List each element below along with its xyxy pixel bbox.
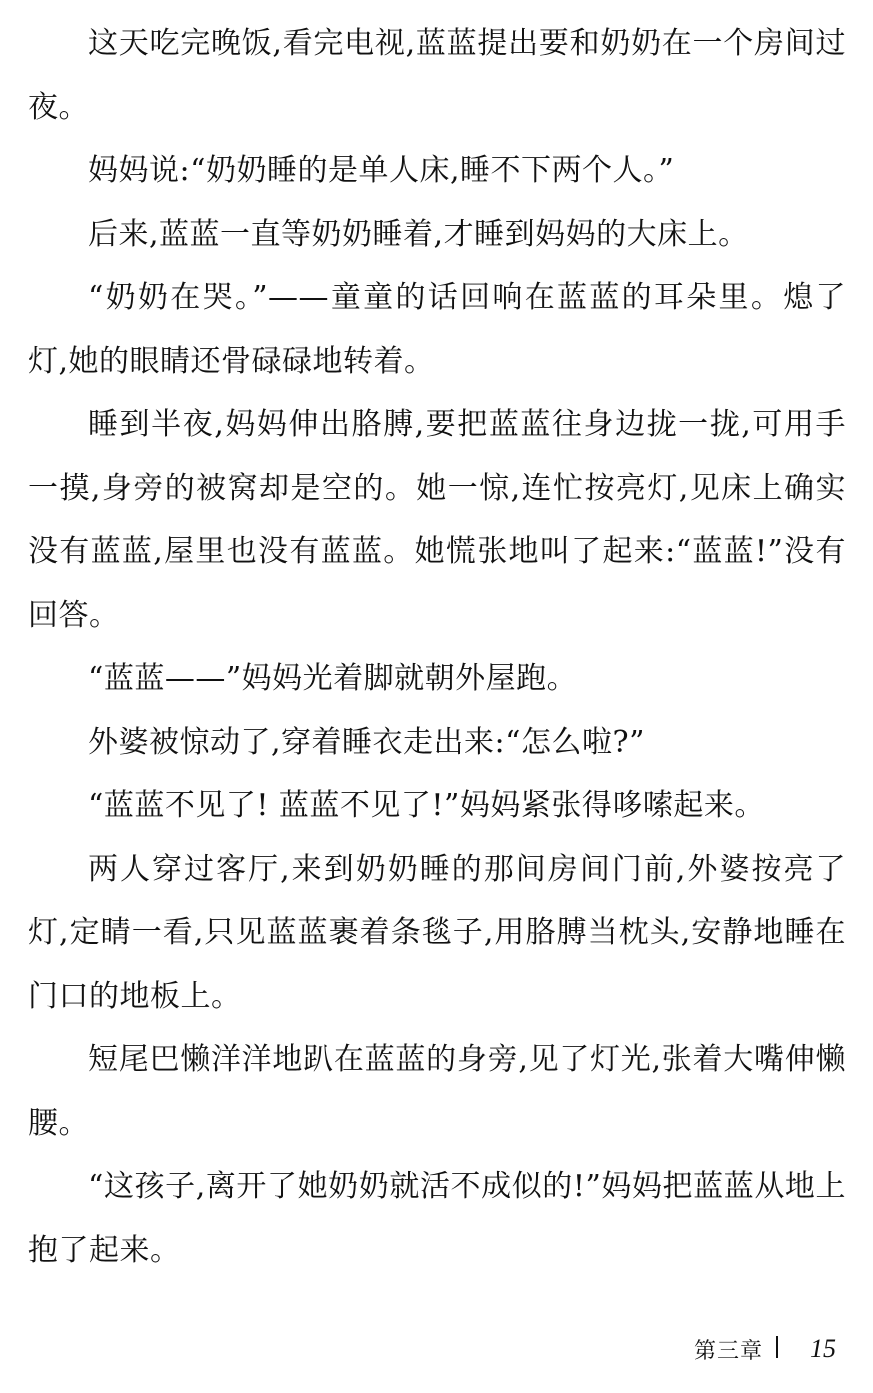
paragraph: 短尾巴懒洋洋地趴在蓝蓝的身旁,见了灯光,张着大嘴伸懒腰。 xyxy=(28,1042,846,1141)
paragraph: “蓝蓝——”妈妈光着脚就朝外屋跑。 xyxy=(88,661,578,696)
page-footer xyxy=(0,1330,873,1370)
footer-divider xyxy=(776,1336,778,1358)
page-body xyxy=(28,12,846,1282)
paragraph: “蓝蓝不见了! 蓝蓝不见了!”妈妈紧张得哆嗦起来。 xyxy=(88,788,765,823)
paragraph: 这天吃完晚饭,看完电视,蓝蓝提出要和奶奶在一个房间过夜。 xyxy=(28,26,846,125)
paragraph: “这孩子,离开了她奶奶就活不成似的!”妈妈把蓝蓝从地上抱了起来。 xyxy=(28,1169,846,1268)
paragraph: 外婆被惊动了,穿着睡衣走出来:“怎么啦?” xyxy=(88,724,645,760)
paragraph: 妈妈说:“奶奶睡的是单人床,睡不下两个人。” xyxy=(88,153,675,188)
paragraph: “奶奶在哭。”——童童的话回响在蓝蓝的耳朵里。熄了灯,她的眼睛还骨碌碌地转着。 xyxy=(28,280,846,379)
paragraph: 后来,蓝蓝一直等奶奶睡着,才睡到妈妈的大床上。 xyxy=(88,216,749,252)
chapter-label: 第三章 xyxy=(693,1339,763,1364)
paragraph: 两人穿过客厅,来到奶奶睡的那间房间门前,外婆按亮了灯,定睛一看,只见蓝蓝裹着条毯子,用胳膊当枕头,安静地睡在门口的地板上。 xyxy=(28,851,846,1014)
paragraph: 睡到半夜,妈妈伸出胳膊,要把蓝蓝往身边拢一拢,可用手一摸,身旁的被窝却是空的。她一惊,连忙按亮灯,见床上确实没有蓝蓝,屋里也没有蓝蓝。她慌张地叫了起来:“蓝蓝!”没有回答。 xyxy=(28,407,846,633)
page-number: 15 xyxy=(810,1334,836,1363)
